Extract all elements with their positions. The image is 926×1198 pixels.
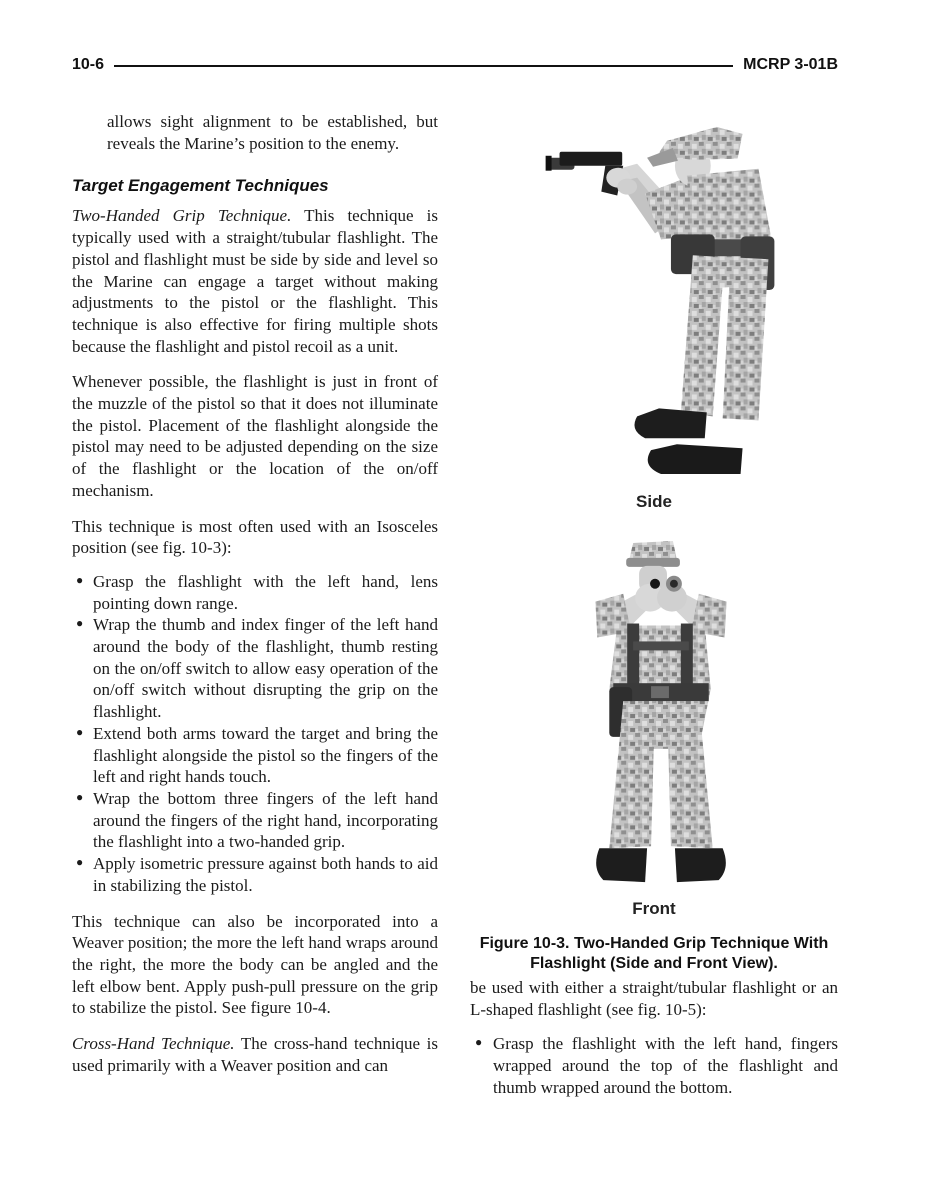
paragraph-body: The cross-hand technique is used primarily with a Weaver position and can bbox=[72, 1034, 439, 1075]
list-item bbox=[72, 853, 438, 896]
list-item bbox=[72, 614, 438, 723]
list-item bbox=[72, 571, 438, 614]
list-item-text: Apply isometric pressure against both hands to aid in stabilizing the pistol. bbox=[93, 854, 438, 895]
figure-label-front: Front bbox=[632, 899, 676, 918]
body-paragraph-isosceles: This technique is most often used with an Isosceles position (see fig. 10-3): bbox=[72, 516, 438, 558]
list-item-text: Extend both arms toward the target and bring the flashlight alongside the pistol so the fingers of the left and right hands touch. bbox=[93, 723, 438, 787]
side-view-illustration bbox=[545, 114, 777, 484]
front-view-photo bbox=[593, 538, 729, 896]
doc-code: MCRP 3-01B bbox=[743, 56, 838, 73]
list-item bbox=[470, 1033, 838, 1098]
paragraph-body: This technique is typically used with a straight/tubular flashlight. The pistol and flashlight must be side by side and level so the Marine can engage a target without making adjustments to the pistol or the flashlight. This technique is also effective for firing multiple shots because the flashlight and pistol recoil as a unit. bbox=[72, 206, 438, 356]
paragraph-lead: Cross-Hand Technique. bbox=[72, 1034, 235, 1054]
bullet-marker: ● bbox=[76, 789, 84, 804]
body-paragraph-two-handed bbox=[72, 205, 438, 357]
list-item-text: Grasp the flashlight with the left hand, fingers wrapped around the top of the flashlight and thumb wrapped around the bottom. bbox=[493, 1034, 838, 1097]
left-column bbox=[72, 111, 438, 1090]
bullet-marker: ● bbox=[76, 855, 84, 870]
right-column bbox=[470, 0, 838, 1198]
list-item-text: Wrap the bottom three fingers of the left hand around the fingers of the right hand, incorporating the flashlight into a two-handed grip. bbox=[93, 788, 438, 852]
bullet-marker: ● bbox=[76, 616, 84, 631]
bullet-marker: ● bbox=[76, 724, 84, 739]
front-view-illustration bbox=[593, 538, 729, 896]
list-item bbox=[72, 788, 438, 853]
list-item bbox=[72, 723, 438, 788]
list-item-text: Grasp the flashlight with the left hand, lens pointing down range. bbox=[93, 571, 438, 613]
bullet-marker: ● bbox=[475, 1035, 483, 1050]
paragraph-lead: Two-Handed Grip Technique. bbox=[72, 206, 292, 226]
technique-bullet-list bbox=[72, 571, 438, 897]
body-paragraph-cross-hand bbox=[72, 1033, 438, 1076]
body-paragraph-whenever: Whenever possible, the flashlight is just in front of the muzzle of the pistol so that it does not illuminate the pistol. Placement of the flashlight alongside the pistol may need to be adjusted depending on the size of the flashlight or the location of the on/off mechanism. bbox=[72, 372, 438, 500]
technique-bullet-list-continued bbox=[470, 1033, 838, 1098]
side-view-photo bbox=[545, 114, 777, 484]
body-paragraph-weaver: This technique can also be incorporated into a Weaver position; the more the left hand wraps around the right, the more the body can be angled and the left elbow bent. Apply push-pull pressure on the grip to stabilize the pistol. See figure 10-4. bbox=[72, 911, 438, 1018]
body-paragraph-continued: be used with either a straight/tubular flashlight or an L-shaped flashlight (see fig. 10-5): bbox=[470, 978, 838, 1019]
page-number: 10-6 bbox=[72, 56, 105, 73]
section-heading: Target Engagement Techniques bbox=[72, 176, 329, 196]
figure-label-side: Side bbox=[636, 492, 672, 511]
right-column-text bbox=[470, 977, 838, 1113]
bullet-marker: ● bbox=[76, 572, 84, 587]
list-item-text: Wrap the thumb and index finger of the left hand around the body of the flashlight, thumb resting on the on/off switch to allow easy operation of the on/off switch without disrupting the grip on the flashlight. bbox=[93, 615, 438, 722]
figure-caption: Figure 10-3. Two-Handed Grip Technique With Flashlight (Side and Front View). bbox=[479, 935, 829, 972]
continuation-paragraph: allows sight alignment to be established, but reveals the Marine’s position to the enemy. bbox=[107, 112, 438, 153]
